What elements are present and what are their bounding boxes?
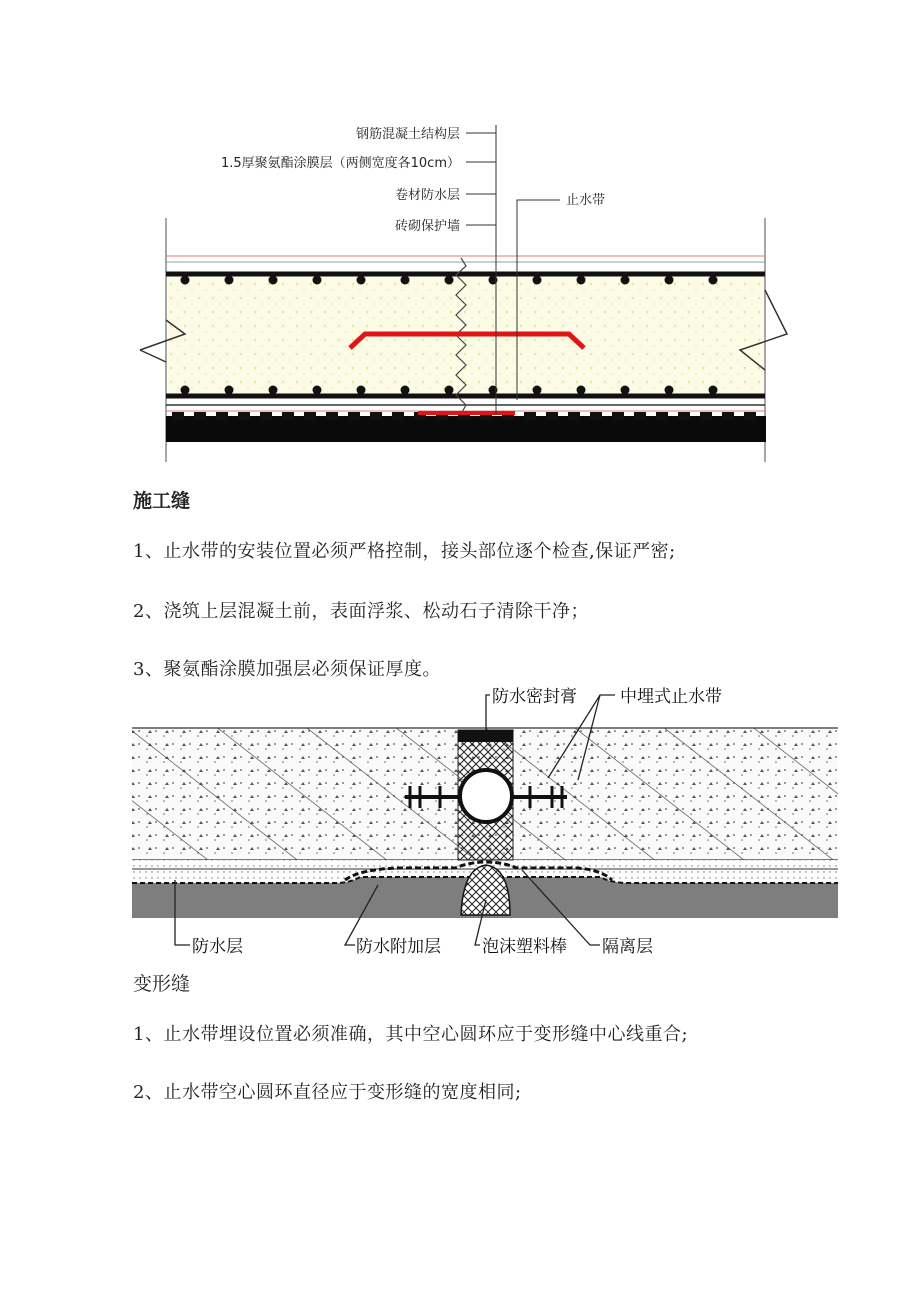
label-waterstop: 止水带 — [566, 193, 606, 208]
paragraph-item-3: 3、聚氨酯涂膜加强层必须保证厚度。 — [133, 659, 441, 680]
label-sealant: 防水密封膏 — [492, 687, 577, 707]
heading-deformation-joint: 变形缝 — [133, 973, 191, 995]
deformation-joint-diagram — [130, 680, 840, 970]
label-pu-coating: 1.5厚聚氨酯涂膜层（两侧宽度各10cm） — [220, 156, 460, 171]
label-isolation-layer: 隔离层 — [602, 937, 653, 957]
construction-joint-diagram — [130, 115, 810, 470]
label-additional-layer: 防水附加层 — [356, 937, 441, 957]
label-rc-structure: 钢筋混凝土结构层 — [355, 127, 460, 142]
label-waterproof-layer: 防水层 — [192, 937, 243, 957]
label-brick-wall: 砖砌保护墙 — [394, 219, 460, 234]
label-membrane: 卷材防水层 — [394, 188, 460, 203]
heading-construction-joint: 施工缝 — [133, 490, 191, 512]
label-embedded-waterstop: 中埋式止水带 — [620, 687, 722, 707]
paragraph-item-1: 1、止水带的安装位置必须严格控制，接头部位逐个检查,保证严密; — [133, 541, 676, 562]
paragraph-item-2: 2、浇筑上层混凝土前，表面浮浆、松动石子清除干净； — [133, 601, 589, 622]
label-foam-rod: 泡沫塑料棒 — [482, 937, 567, 957]
paragraph-item-5: 2、止水带空心圆环直径应于变形缝的宽度相同; — [133, 1082, 522, 1103]
paragraph-item-4: 1、止水带埋设位置必须准确，其中空心圆环应于变形缝中心线重合; — [133, 1024, 689, 1045]
waterstop-hollow-ring — [460, 770, 512, 822]
